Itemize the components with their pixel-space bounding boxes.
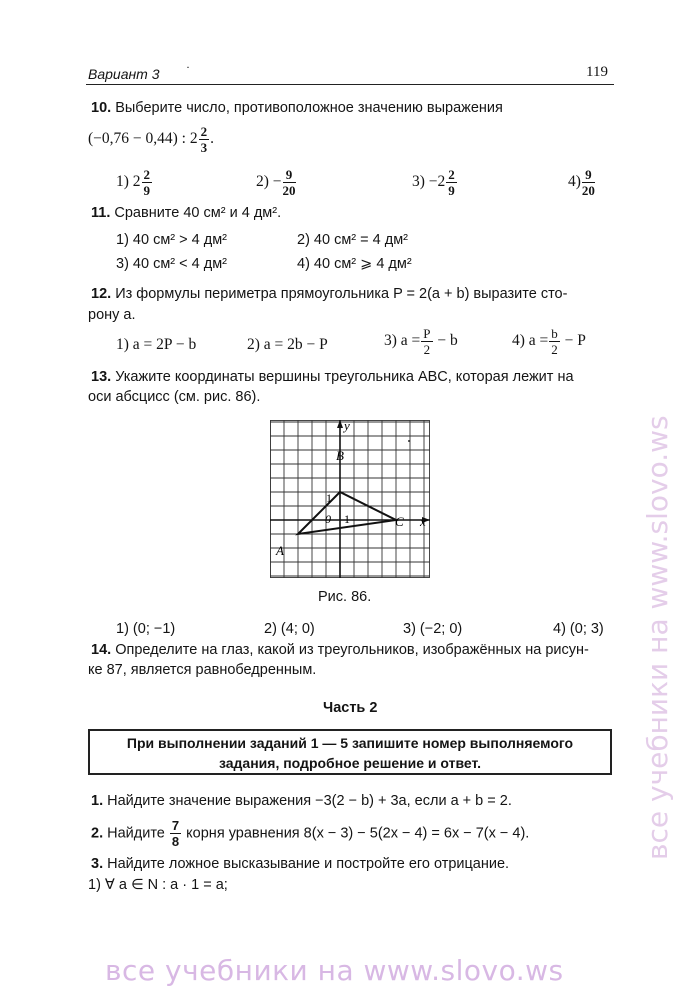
q13-option-2[interactable]: 2) (4; 0): [264, 621, 315, 637]
q10-text: 10. Выберите число, противоположное значению выражения: [91, 100, 503, 116]
grid-lines: [270, 420, 430, 578]
problem-3: 3. Найдите ложное высказывание и постройте его отрицание.: [91, 856, 510, 872]
header-dot: ·: [186, 60, 190, 74]
label-x: x: [420, 514, 426, 529]
q13-option-4[interactable]: 4) (0; 3): [553, 621, 604, 637]
q10-option-4[interactable]: 4) $\frac{9}{20}$: [568, 167, 595, 198]
q11-option-4[interactable]: 4) 40 см² ⩾ 4 дм²: [297, 256, 412, 272]
q11-option-1[interactable]: 1) 40 см² > 4 дм²: [116, 232, 228, 248]
q12-option-3[interactable]: 3) a = $\frac{P}{2}$ − b: [384, 326, 458, 357]
problem-2: 2. Найдите $\frac{7}{8}$ корня уравнения 8(x − 3) − 5(2x − 4) = 6x − 7(x − 4).: [91, 818, 530, 849]
q12-option-4[interactable]: 4) a = $\frac{b}{2}$ − P: [512, 326, 586, 357]
q10-option-2[interactable]: 2) − $\frac{9}{20}$: [256, 167, 296, 198]
coordinate-grid: [270, 420, 432, 580]
q12-option-2[interactable]: 2) a = 2b − P: [247, 336, 328, 353]
instructions-line1: При выполнении заданий 1 — 5 запишите номер выполняемого: [126, 735, 574, 751]
q13-text-line2: оси абсцисс (см. рис. 86).: [88, 389, 261, 405]
label-c: C: [395, 514, 404, 529]
instructions-line2: задания, подробное решение и ответ.: [218, 755, 481, 771]
running-header-title: Вариант 3: [88, 66, 160, 82]
q12-option-1[interactable]: 1) a = 2P − b: [116, 336, 197, 353]
q13-option-3[interactable]: 3) (−2; 0): [403, 621, 463, 637]
label-origin: 0: [325, 512, 331, 526]
q10-option-3[interactable]: 3) −2 $\frac{2}{9}$: [412, 167, 455, 198]
watermark-bottom: все учебники на www.slovo.ws: [105, 954, 564, 987]
q14-text-line1: 14. Определите на глаз, какой из треугольников, изображённых на рисун-: [91, 642, 589, 658]
instructions-box: [88, 729, 612, 775]
label-a: A: [276, 543, 284, 558]
label-b: B: [336, 448, 344, 463]
q10-expression: (−0,76 − 0,44) : 2 $\frac{2}{3}$ .: [88, 124, 214, 155]
q11-option-3[interactable]: 3) 40 см² < 4 дм²: [116, 256, 228, 272]
header-rule: [86, 84, 614, 85]
label-unit-y: 1: [326, 491, 332, 505]
q11-option-2[interactable]: 2) 40 см² = 4 дм²: [297, 232, 409, 248]
speck: [408, 440, 410, 442]
y-axis-arrow: [337, 420, 343, 428]
q13-text-line1: 13. Укажите координаты вершины треугольника ABC, которая лежит на: [91, 369, 574, 385]
q12-text-line2: рону a.: [88, 307, 136, 323]
problem-1: 1. Найдите значение выражения −3(2 − b) + 3a, если a + b = 2.: [91, 793, 512, 809]
problem-3-item-1: 1) ∀ a ∈ N : a · 1 = a;: [88, 877, 228, 893]
grid-frame: [271, 421, 430, 578]
label-unit-x: 1: [344, 512, 350, 526]
label-y: y: [344, 420, 350, 433]
q12-text-line1: 12. Из формулы периметра прямоугольника P = 2(a + b) выразите сто-: [91, 286, 568, 302]
page-number: 119: [586, 64, 608, 80]
q11-text: 11. Сравните 40 см² и 4 дм².: [91, 205, 282, 221]
q13-option-1[interactable]: 1) (0; −1): [116, 621, 176, 637]
q14-text-line2: ке 87, является равнобедренным.: [88, 662, 317, 678]
q10-option-1[interactable]: 1) 2 $\frac{2}{9}$: [116, 167, 151, 198]
part2-title: Часть 2: [323, 700, 378, 716]
figure-caption: Рис. 86.: [318, 589, 372, 605]
watermark-side: все учебники на www.slovo.ws: [641, 415, 674, 860]
figure-86: [270, 420, 432, 585]
